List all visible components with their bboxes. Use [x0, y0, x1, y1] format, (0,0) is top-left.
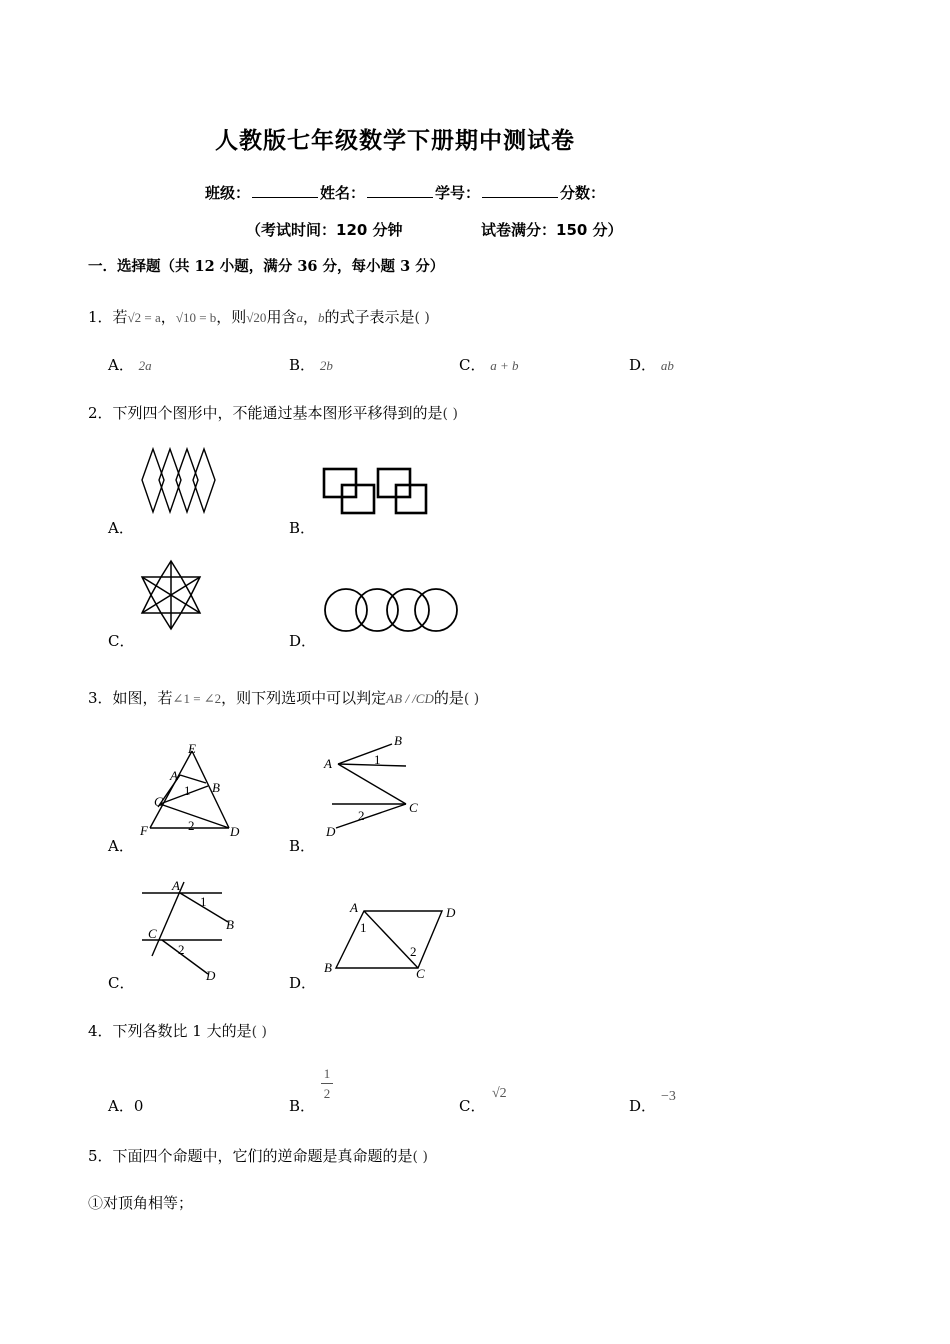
option-label: D． [629, 1097, 657, 1115]
point-label: C [148, 926, 157, 941]
option-value: 2b [319, 358, 333, 373]
q3-figure-a [136, 740, 246, 840]
q1-var-a: a [296, 310, 303, 325]
q5-item-1: ①对顶角相等； [88, 1194, 194, 1212]
student-info-line [205, 182, 605, 203]
score-label: 分数： [560, 184, 606, 202]
q3-option-d[interactable]: D． [289, 974, 317, 992]
angle-label: 2 [410, 944, 417, 959]
point-label: A [172, 878, 180, 893]
q1-condition-1: √2 = a [127, 310, 161, 325]
q4-option-a[interactable] [108, 1095, 143, 1116]
point-label: C [409, 800, 418, 815]
name-blank[interactable] [367, 183, 433, 198]
fraction-numerator: 1 [323, 1066, 331, 1081]
question-4 [88, 1020, 267, 1041]
q1-condition-2: √10 = b [175, 310, 217, 325]
q1-expression: √20 [246, 310, 267, 325]
q1-comma: ， [160, 308, 176, 326]
option-label: A． [108, 1097, 134, 1115]
q2-text: 2．下列四个图形中，不能通过基本图形平移得到的是 [88, 404, 443, 422]
option-label: B． [289, 356, 316, 374]
q3-option-c[interactable]: C． [108, 974, 135, 992]
point-label: D [230, 824, 240, 839]
class-blank[interactable] [252, 183, 318, 198]
q3-conclusion: AB / /CD [386, 691, 434, 706]
option-label: B． [289, 1097, 316, 1115]
point-label: E [188, 741, 196, 756]
point-label: A [350, 900, 358, 915]
fraction-denominator: 2 [323, 1086, 331, 1101]
option-value: 2a [138, 358, 152, 373]
question-1 [88, 306, 430, 327]
angle-label: 2 [188, 818, 195, 833]
id-blank[interactable] [482, 183, 558, 198]
point-label: B [226, 917, 234, 932]
fraction-bar [321, 1083, 333, 1084]
q2-option-a[interactable]: A． [108, 519, 134, 537]
q1-option-b[interactable] [289, 354, 333, 375]
q3-answer-paren[interactable]: ( ) [463, 691, 480, 707]
question-3 [88, 687, 479, 708]
point-label: B [394, 733, 402, 748]
point-label: F [140, 823, 148, 838]
q2-option-b[interactable]: B． [289, 519, 316, 537]
exam-time: （考试时间：120 分钟 [246, 221, 403, 239]
angle-label: 1 [360, 920, 367, 935]
q3-figure-c [136, 876, 246, 984]
q2-option-c[interactable]: C． [108, 632, 135, 650]
option-label: A． [108, 356, 134, 374]
angle-label: 1 [374, 752, 381, 767]
q4-option-c[interactable] [459, 1095, 485, 1116]
question-2 [88, 402, 458, 423]
q2-answer-paren[interactable]: ( ) [442, 406, 458, 422]
q4-option-c-value: √2 [492, 1086, 507, 1101]
angle-label: 2 [178, 942, 185, 957]
point-label: C [154, 794, 163, 809]
q3-option-a[interactable]: A． [108, 837, 134, 855]
q4-fraction [321, 1066, 333, 1101]
point-label: A [324, 756, 332, 771]
q3-condition: ∠1 = ∠2 [172, 691, 222, 706]
six-point-star-icon [136, 558, 206, 632]
q4-option-d-value: −3 [661, 1089, 676, 1104]
q1-number: 1．若 [88, 308, 128, 326]
option-label: C． [459, 1097, 486, 1115]
q3-figure-b [322, 732, 432, 840]
q1-option-c[interactable] [459, 354, 519, 375]
q1-var-b: b [317, 310, 325, 325]
point-label: D [446, 905, 456, 920]
q1-answer-paren[interactable]: ( ) [414, 310, 430, 326]
q4-option-d[interactable] [629, 1095, 656, 1116]
q4-answer-paren[interactable]: ( ) [251, 1024, 267, 1040]
question-5 [88, 1145, 428, 1166]
class-label: 班级： [205, 184, 251, 202]
q3-option-b[interactable]: B． [289, 837, 316, 855]
four-circles-icon [322, 586, 462, 634]
q5-answer-paren[interactable]: ( ) [412, 1149, 428, 1165]
point-label: B [212, 780, 220, 795]
q1-text: 的式子表示是 [324, 308, 415, 326]
q3-text: 的是 [433, 689, 464, 707]
overlapping-squares-icon [322, 466, 432, 518]
option-value: 0 [133, 1097, 144, 1115]
q5-text: 5．下面四个命题中，它们的逆命题是真命题的是 [88, 1147, 413, 1165]
point-label: D [206, 968, 216, 983]
q1-option-a[interactable] [108, 354, 152, 375]
option-label: D． [629, 356, 657, 374]
option-value: ab [660, 358, 674, 373]
angle-label: 2 [358, 808, 365, 823]
angle-label: 1 [184, 783, 191, 798]
exam-full-score: 试卷满分：150 分） [481, 221, 623, 239]
q4-option-b[interactable] [289, 1095, 315, 1116]
section-heading: 一．选择题（共 12 小题，满分 36 分，每小题 3 分） [88, 258, 445, 275]
q1-comma: ， [302, 308, 318, 326]
page-title: 人教版七年级数学下册期中测试卷 [215, 128, 575, 154]
id-label: 学号： [435, 184, 481, 202]
q2-option-d[interactable]: D． [289, 632, 317, 650]
diamond-chain-icon [140, 446, 220, 518]
point-label: C [416, 966, 425, 981]
angle-label: 1 [200, 894, 207, 909]
option-label: C． [459, 356, 486, 374]
q3-text: ，则下列选项中可以判定 [221, 689, 387, 707]
q3-number: 3．如图，若 [88, 689, 173, 707]
point-label: B [324, 960, 332, 975]
name-label: 姓名： [320, 184, 366, 202]
point-label: A [170, 768, 178, 783]
point-label: D [326, 824, 336, 839]
q1-text: ，则 [216, 308, 247, 326]
q4-text: 4．下列各数比 1 大的是 [88, 1022, 252, 1040]
q1-option-d[interactable] [629, 354, 674, 375]
q3-figure-d [322, 898, 464, 982]
option-value: a + b [490, 358, 519, 373]
q1-text: 用含 [266, 308, 297, 326]
